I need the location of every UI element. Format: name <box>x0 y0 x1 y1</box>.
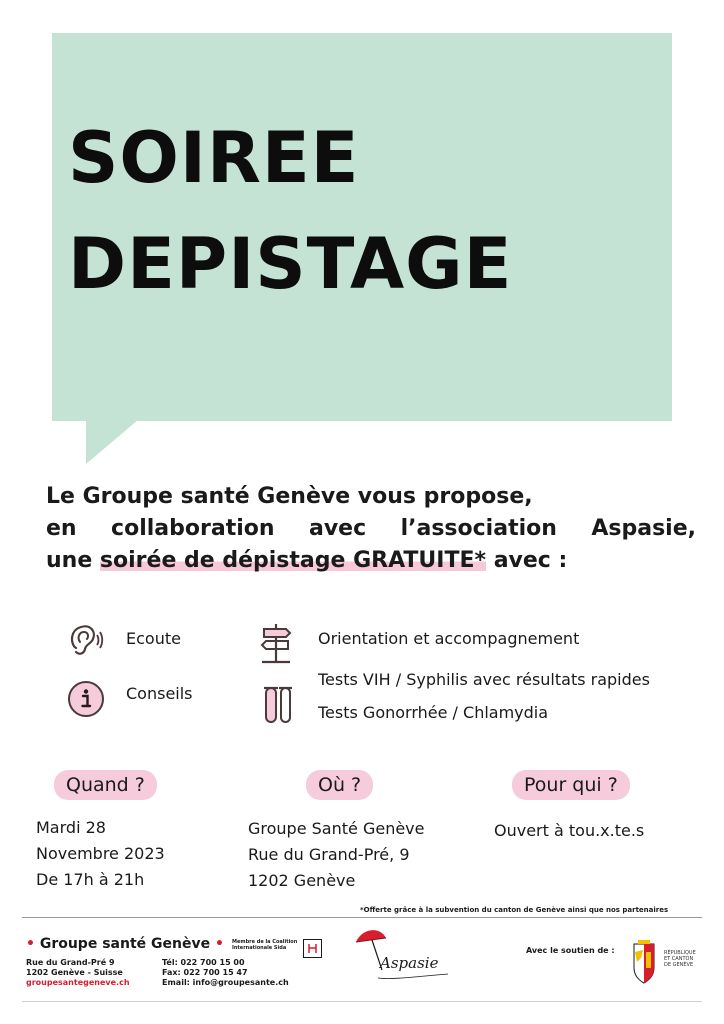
footer-bottom-divider <box>22 1001 702 1002</box>
aspasie-wordmark: Aspasie <box>380 954 439 972</box>
geneva-coat-of-arms-icon <box>628 940 660 992</box>
signpost-icon <box>254 620 298 666</box>
service-tests-gonorrhee: Tests Gonorrhée / Chlamydia <box>318 703 549 722</box>
intro-line-2: en collaboration avec l’association Aspasie, <box>46 516 696 541</box>
footer-note: *Offerte grâce à la subvention du canton de Genève ainsi que nos partenaires <box>360 906 669 914</box>
when-heading: Quand ? <box>54 770 157 800</box>
where-street: Rue du Grand-Pré, 9 <box>248 845 410 864</box>
website-link[interactable]: groupesantegeneve.ch <box>26 978 130 987</box>
info-icon <box>66 679 106 719</box>
canton-line-3: DE GENÈVE <box>664 962 694 968</box>
canton-line-1: RÉPUBLIQUE <box>664 950 696 956</box>
speech-bubble-tail <box>86 420 138 464</box>
when-details <box>36 815 165 893</box>
where-city: 1202 Genève <box>248 871 356 890</box>
ear-icon <box>64 620 104 660</box>
intro-line-1: Le Groupe santé Genève vous propose, <box>46 484 533 509</box>
intro-highlight: soirée de dépistage GRATUITE* <box>99 548 487 573</box>
org-name: Groupe santé Genève <box>39 936 211 952</box>
when-month: Novembre 2023 <box>36 844 165 863</box>
canton-line-2: ET CANTON <box>664 956 694 962</box>
where-heading: Où ? <box>306 770 373 800</box>
org-logo: • Groupe santé Genève • <box>26 936 224 952</box>
service-ecoute: Ecoute <box>126 629 181 648</box>
address-line-2: 1202 Genève - Suisse <box>26 968 123 977</box>
address-line-1: Rue du Grand-Pré 9 <box>26 958 115 967</box>
where-name: Groupe Santé Genève <box>248 819 425 838</box>
who-heading: Pour qui ? <box>512 770 630 800</box>
intro-line-3 <box>46 544 696 578</box>
who-audience: Ouvert à tou.x.te.s <box>494 821 645 840</box>
phone: Tél: 022 700 15 00 <box>162 958 245 967</box>
member-note: Membre de la Coalition Internationale Sida <box>232 939 298 951</box>
when-day: Mardi 28 <box>36 818 106 837</box>
service-tests-vih: Tests VIH / Syphilis avec résultats rapides <box>318 670 650 689</box>
who-details <box>494 818 644 844</box>
hero-title-line1: SOIREE <box>68 117 360 199</box>
email-link[interactable]: Email: info@groupesante.ch <box>162 978 289 987</box>
intro-suffix: avec : <box>493 548 568 573</box>
service-orientation: Orientation et accompagnement <box>318 629 580 648</box>
org-contact <box>162 958 289 988</box>
support-label: Avec le soutien de : <box>526 946 615 955</box>
when-hours: De 17h à 21h <box>36 870 145 889</box>
footer-divider <box>22 917 702 918</box>
canton-label <box>664 950 696 968</box>
org-address <box>26 958 130 988</box>
fax: Fax: 022 700 15 47 <box>162 968 248 977</box>
coalition-logo <box>303 939 322 958</box>
intro-prefix: une <box>46 548 93 573</box>
test-tubes-icon <box>262 682 294 728</box>
service-conseils: Conseils <box>126 684 193 703</box>
hero-title-line2: DEPISTAGE <box>68 223 513 305</box>
where-details <box>248 816 424 894</box>
